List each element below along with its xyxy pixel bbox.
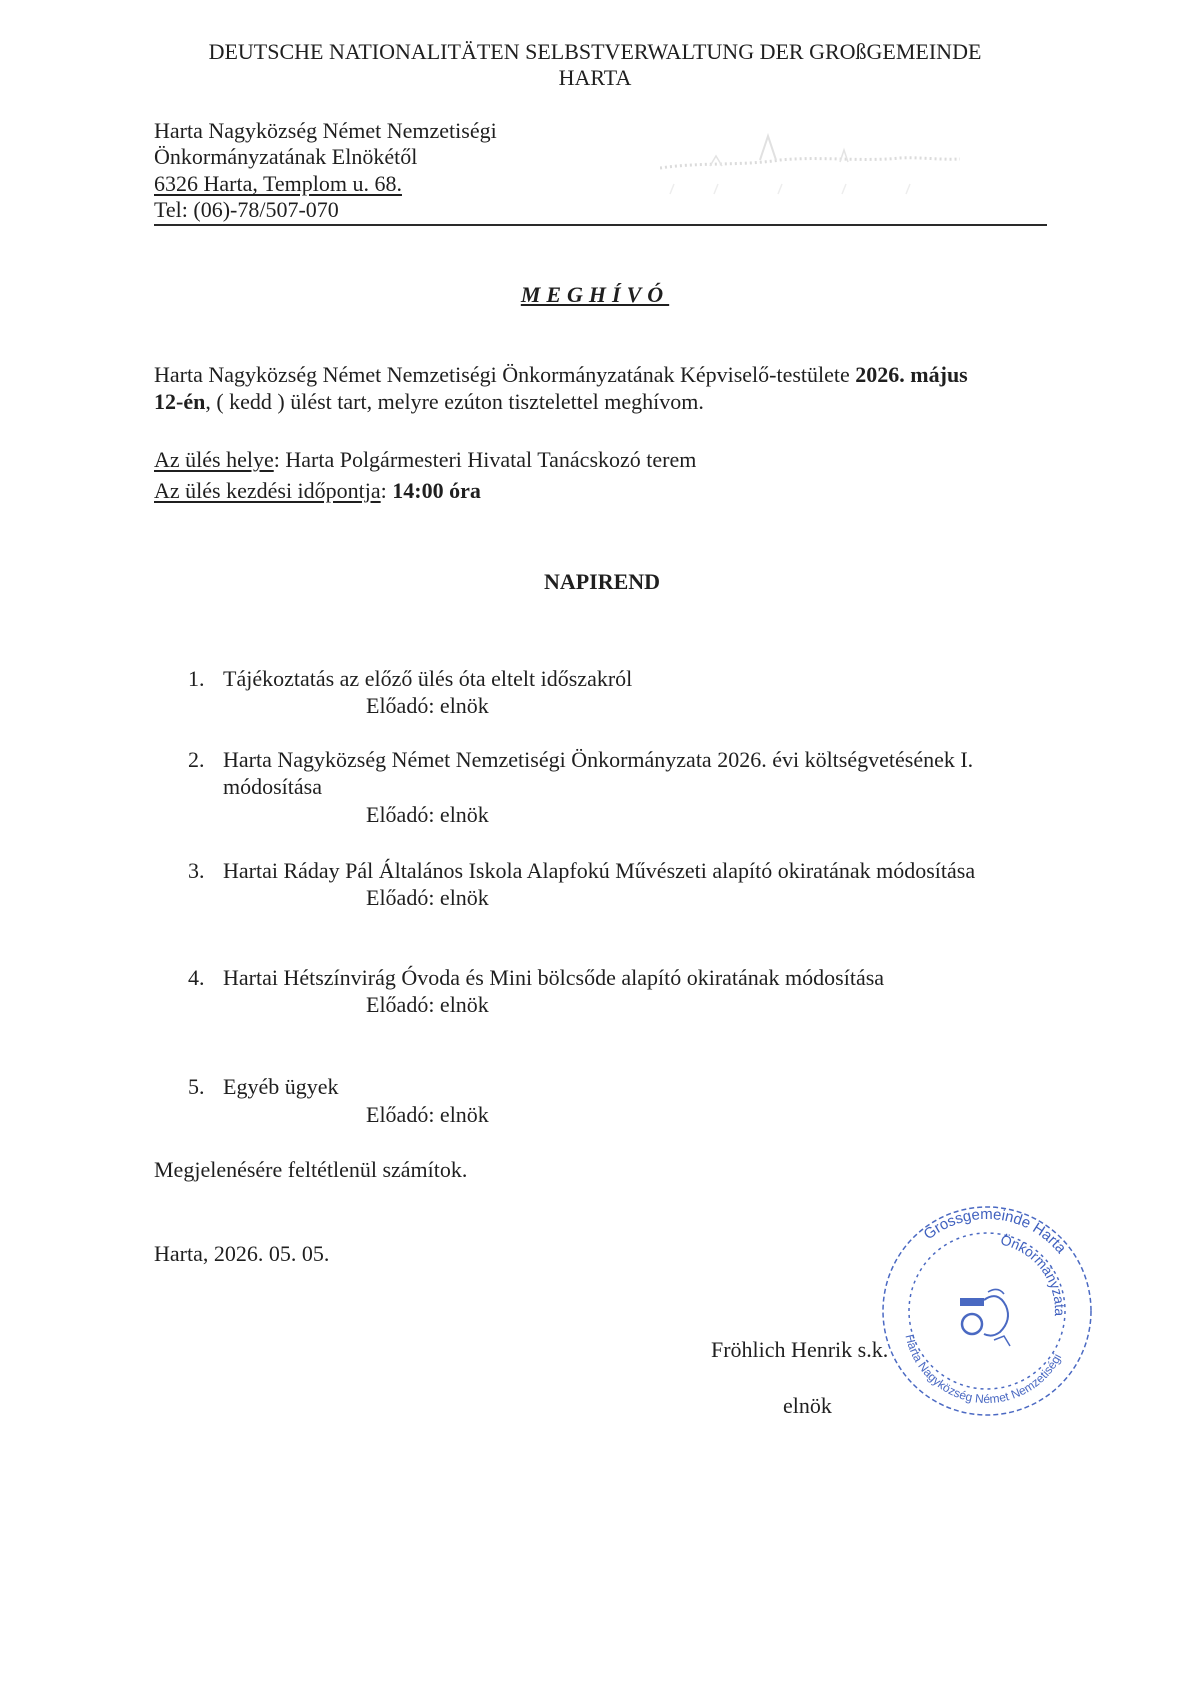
meeting-place	[154, 446, 696, 474]
official-seal-stamp	[876, 1200, 1098, 1422]
intro-line2	[154, 388, 704, 416]
sender-line2: Önkormányzatának Elnökétől	[154, 144, 418, 169]
svg-text:Grossgemeinde Harta	[921, 1206, 1070, 1257]
meeting-place-value: : Harta Polgármesteri Hivatal Tanácskozó terem	[273, 447, 697, 472]
place-and-date: Harta, 2026. 05. 05.	[154, 1241, 330, 1266]
meeting-time-sep: :	[380, 478, 393, 503]
agenda-item-number: 1.	[188, 666, 205, 691]
agenda-item-title: Egyéb ügyek	[223, 1074, 339, 1099]
agenda-item-presenter: Előadó: elnök	[366, 802, 489, 827]
agenda-heading: NAPIREND	[543, 569, 661, 594]
meeting-time-label: Az ülés kezdési időpontja	[154, 478, 381, 503]
agenda-item-number: 2.	[188, 747, 205, 772]
agenda-item-title-continued: módosítása	[223, 774, 322, 799]
agenda-item-presenter: Előadó: elnök	[366, 885, 489, 910]
agenda-item-number: 4.	[188, 965, 205, 990]
stamp-text-outer: Grossgemeinde Harta	[920, 1205, 1070, 1257]
document-title	[0, 282, 1190, 308]
agenda-item-title: Harta Nagyközség Német Nemzetiségi Önkormányzata 2026. évi költségvetésének I.	[223, 747, 974, 772]
stamp-text-inner-hu: Önkormányzata	[998, 1231, 1069, 1317]
meeting-time-value: 14:00 óra	[392, 478, 481, 503]
intro-line1	[154, 361, 968, 389]
sender-phone: Tel: (06)-78/507-070	[154, 197, 339, 222]
meeting-day: 12-én	[154, 389, 206, 414]
agenda-item-number: 5.	[188, 1074, 205, 1099]
agenda-item-title: Hartai Hétszínvirág Óvoda és Mini bölcsőde alapító okiratának módosítása	[223, 965, 885, 990]
meeting-date: 2026. május	[855, 362, 968, 387]
agenda-item-presenter: Előadó: elnök	[366, 693, 489, 718]
agenda-item-title: Tájékoztatás az előző ülés óta eltelt időszakról	[223, 666, 633, 691]
intro-text-part1: Harta Nagyközség Német Nemzetiségi Önkormányzatának Képviselő-testülete	[154, 362, 856, 387]
header-divider	[154, 224, 1047, 226]
closing-sentence: Megjelenésére feltétlenül számítok.	[154, 1157, 468, 1182]
org-title-line1: DEUTSCHE NATIONALITÄTEN SELBSTVERWALTUNG DER GROßGEMEINDE	[208, 39, 982, 64]
meeting-place-label: Az ülés helye	[154, 447, 274, 472]
stamp-text-ring: Harta Nagyközség Német Nemzetiségi	[902, 1332, 1065, 1407]
meeting-time	[154, 477, 481, 505]
agenda-item-presenter: Előadó: elnök	[366, 992, 489, 1017]
faded-letterhead-mark	[660, 132, 960, 212]
sender-line1: Harta Nagyközség Német Nemzetiségi	[154, 118, 497, 143]
org-title-line2: HARTA	[558, 65, 632, 90]
signatory-role: elnök	[783, 1393, 832, 1418]
sender-address: 6326 Harta, Templom u. 68.	[154, 171, 402, 196]
intro-text-part2: , ( kedd ) ülést tart, melyre ezúton tisztelettel meghívom.	[205, 389, 704, 414]
signatory-name: Fröhlich Henrik s.k.	[711, 1337, 889, 1362]
agenda-item-title: Hartai Ráday Pál Általános Iskola Alapfokú Művészeti alapító okiratának módosítása	[223, 858, 976, 883]
agenda-item-number: 3.	[188, 858, 205, 883]
agenda-item-presenter: Előadó: elnök	[366, 1102, 489, 1127]
document-title-text: MEGHÍVÓ	[520, 282, 670, 307]
